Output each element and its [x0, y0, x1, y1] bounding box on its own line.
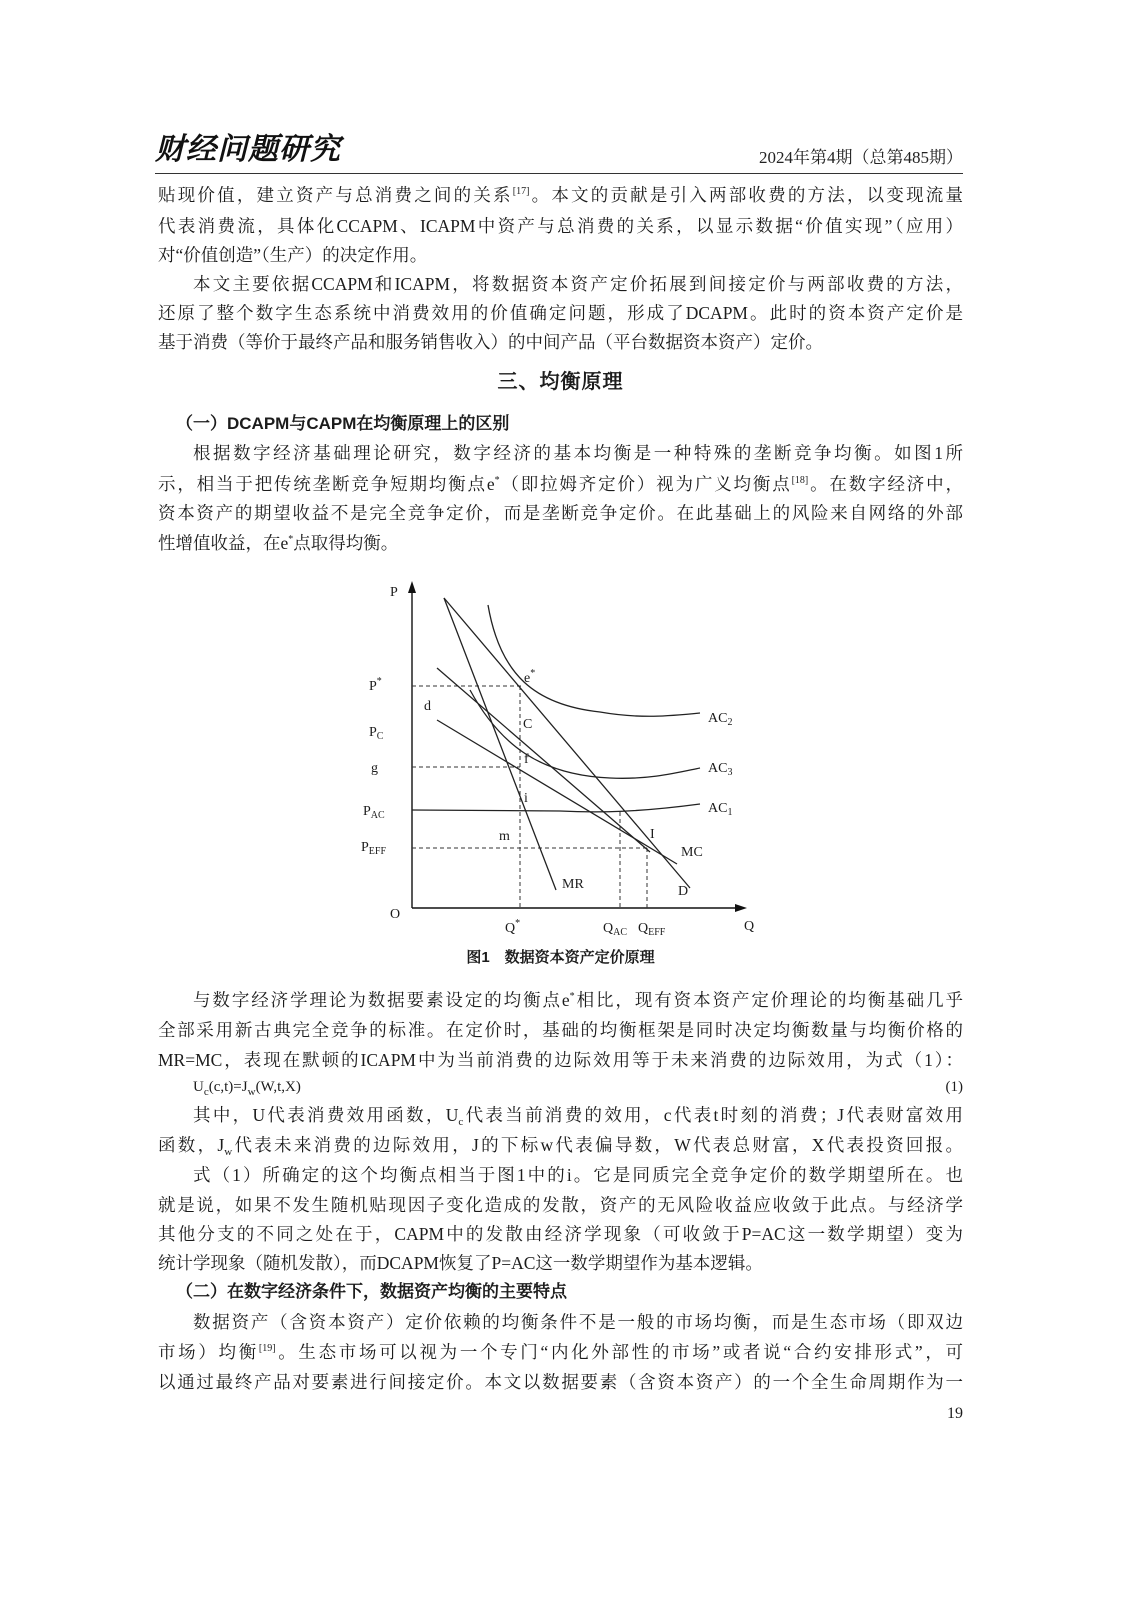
equation-1: [193, 1076, 301, 1098]
label-p-eff: [361, 840, 386, 857]
label-p-star: [369, 676, 382, 694]
text-line: 就是说，如果不发生随机贴现因子变化造成的发散，资产的无风险收益应收敛于此点。与经济学: [158, 1195, 963, 1215]
text-segment: 。本文的贡献是引入两部收费的方法，以变现流量: [529, 185, 964, 205]
eq-subscript: c: [203, 1086, 209, 1098]
label-main: Q: [505, 921, 516, 936]
citation-ref: [19]: [258, 1343, 276, 1354]
text-line: MR=MC，表现在默顿的ICAPM中为当前消费的边际效用等于未来消费的边际效用，为式（1）：: [158, 1050, 963, 1070]
mr-curve: [444, 598, 556, 890]
label-q-eff: [638, 921, 666, 938]
label-sub: AC: [370, 810, 385, 821]
q-axis-arrow: [735, 904, 747, 912]
text-line: 还原了整个数字生态系统中消费效用的价值确定问题，形成了DCAPM。此时的资本资产定价是: [158, 303, 963, 323]
journal-logo: 财经问题研究: [155, 132, 341, 167]
text-segment: 。生态市场可以视为一个专门“内化外部性的市场”或者说“合约安排形式”，可: [275, 1342, 963, 1362]
text-segment: 代表未来消费的边际效用，J的下标w代表偏导数，W代表总财富，X代表投资回报。: [232, 1135, 963, 1155]
figure-caption: 图1 数据资本资产定价原理: [466, 949, 655, 966]
citation-ref: [17]: [512, 186, 530, 197]
label-g: g: [371, 761, 378, 776]
label-ac1: [708, 801, 732, 818]
text-line: 资本资产的期望收益不是完全竞争定价，而是垄断竞争定价。在此基础上的风险来自网络的外部: [158, 503, 963, 523]
text-line: 以通过最终产品对要素进行间接定价。本文以数据要素（含资本资产）的一个全生命周期作为一: [158, 1372, 963, 1392]
eq-part: (W,t,X): [255, 1079, 301, 1095]
label-sub: EFF: [368, 846, 387, 857]
text-line: [158, 531, 963, 555]
text-line: 根据数字经济基础理论研究，数字经济的基本均衡是一种特殊的垄断竞争均衡。如图1所: [193, 443, 963, 463]
text-line: [193, 1103, 963, 1127]
p-axis-label: P: [390, 585, 398, 600]
eq-part: (c,t)=J: [208, 1079, 248, 1095]
text-segment: 性增值收益，在e: [158, 533, 289, 553]
label-main: Q: [638, 921, 649, 936]
text-segment: 与数字经济学理论为数据要素设定的均衡点e: [193, 990, 570, 1010]
subscript: c: [458, 1116, 464, 1128]
eq-part: U: [193, 1079, 204, 1095]
label-point-c: C: [523, 717, 533, 732]
mc-curve: [437, 720, 677, 864]
label-main: P: [369, 679, 377, 694]
superscript: *: [569, 991, 575, 1002]
text-line: 对“价值创造”（生产）的决定作用。: [158, 245, 428, 265]
label-sup: *: [376, 676, 382, 687]
text-line: 基于消费（等价于最终产品和服务销售收入）的中间产品（平台数据资本资产）定价。: [158, 332, 823, 352]
subsection-heading-2: （二）在数字经济条件下，数据资产均衡的主要特点: [176, 1282, 567, 1301]
label-sub: 3: [727, 767, 733, 778]
label-sub: EFF: [648, 927, 666, 938]
text-segment: （即拉姆齐定价）视为广义均衡点: [499, 474, 792, 494]
label-q-ac: [603, 921, 627, 938]
label-p-c: [369, 725, 384, 742]
issue-info: 2024年第4期（总第485期）: [759, 148, 963, 167]
p-axis-arrow: [408, 581, 416, 593]
text-segment: 贴现价值，建立资产与总消费之间的关系: [158, 185, 513, 205]
superscript: *: [494, 475, 500, 486]
text-line: [158, 1133, 963, 1157]
section-heading: 三、均衡原理: [497, 371, 624, 393]
text-segment: 市场）均衡: [158, 1342, 259, 1362]
text-line: 全部采用新古典完全竞争的标准。在定价时，基础的均衡框架是同时决定均衡数量与均衡价格的: [158, 1020, 963, 1040]
text-segment: 函数，J: [158, 1135, 225, 1155]
text-line: 统计学现象（随机发散），而DCAPM恢复了P=AC这一数学期望作为基本逻辑。: [158, 1253, 763, 1273]
demand-curve-d: [444, 598, 690, 888]
text-line: 数据资产（含资本资产）定价依赖的均衡条件不是一般的市场均衡，而是生态市场（即双边: [193, 1312, 963, 1332]
label-mc: MC: [681, 845, 703, 860]
text-segment: 示，相当于把传统垄断竞争短期均衡点e: [158, 474, 495, 494]
text-line: [158, 183, 963, 207]
text-line: 其他分支的不同之处在于，CAPM中的发散由经济学现象（可收敛于P=AC这一数学期望）变为: [158, 1224, 963, 1244]
text-line: 代表消费流，具体化CCAPM、ICAPM中资产与总消费的关系，以显示数据“价值实现”（应用）: [158, 216, 963, 236]
text-line: 本文主要依据CCAPM和ICAPM，将数据资本资产定价拓展到间接定价与两部收费的方法，: [193, 274, 963, 294]
label-demand: D: [678, 884, 689, 899]
label-ac3: [708, 761, 732, 778]
label-sub: AC: [613, 927, 628, 938]
label-main: AC: [708, 801, 728, 816]
label-sub: 2: [727, 717, 733, 728]
text-segment: 其中，U代表消费效用函数，U: [193, 1105, 459, 1125]
text-line: 式（1）所确定的这个均衡点相当于图1中的i。它是同质完全竞争定价的数学期望所在。也: [193, 1165, 963, 1185]
ac1-curve: [412, 804, 700, 812]
label-sub: C: [376, 731, 384, 742]
text-segment: 代表当前消费的效用，c代表t时刻的消费；J代表财富效用: [463, 1105, 963, 1125]
label-d-small: d: [424, 699, 431, 714]
label-sub: 1: [727, 807, 733, 818]
label-ac2: [708, 711, 732, 728]
equation-number: (1): [945, 1079, 963, 1095]
page-number: 19: [947, 1405, 963, 1422]
pricing-principle-diagram: [340, 570, 770, 945]
label-main: P: [369, 725, 377, 740]
superscript: *: [288, 534, 294, 545]
text-line: [158, 472, 963, 496]
citation-ref: [18]: [791, 475, 809, 486]
label-mr: MR: [562, 877, 584, 892]
text-segment: 相比，现有资本资产定价理论的均衡基础几乎: [574, 990, 963, 1010]
label-point-big-i: I: [650, 827, 655, 842]
subsection-heading-1: （一）DCAPM与CAPM在均衡原理上的区别: [176, 414, 510, 433]
subscript: w: [224, 1146, 233, 1158]
eq-subscript: w: [247, 1086, 256, 1098]
label-main: AC: [708, 761, 728, 776]
label-q-star: [505, 918, 520, 936]
label-sup: *: [530, 668, 536, 679]
text-segment: 点取得均衡。: [293, 533, 399, 553]
text-segment: 。在数字经济中，: [808, 474, 963, 494]
label-main: P: [361, 840, 369, 855]
label-point-i: i: [524, 791, 528, 806]
label-sup: *: [515, 918, 521, 929]
label-e-star: [524, 668, 535, 686]
label-main: P: [363, 804, 371, 819]
label-point-m: m: [499, 829, 510, 844]
q-axis-label: Q: [744, 919, 755, 934]
ac2-curve: [488, 605, 700, 716]
label-main: AC: [708, 711, 728, 726]
label-point-f: f: [524, 752, 529, 767]
label-p-ac: [363, 804, 385, 821]
text-line: [158, 1340, 963, 1364]
label-main: e: [524, 671, 531, 686]
label-main: Q: [603, 921, 614, 936]
header-rule: [155, 173, 963, 174]
text-line: [193, 988, 963, 1012]
origin-label: O: [390, 907, 401, 922]
